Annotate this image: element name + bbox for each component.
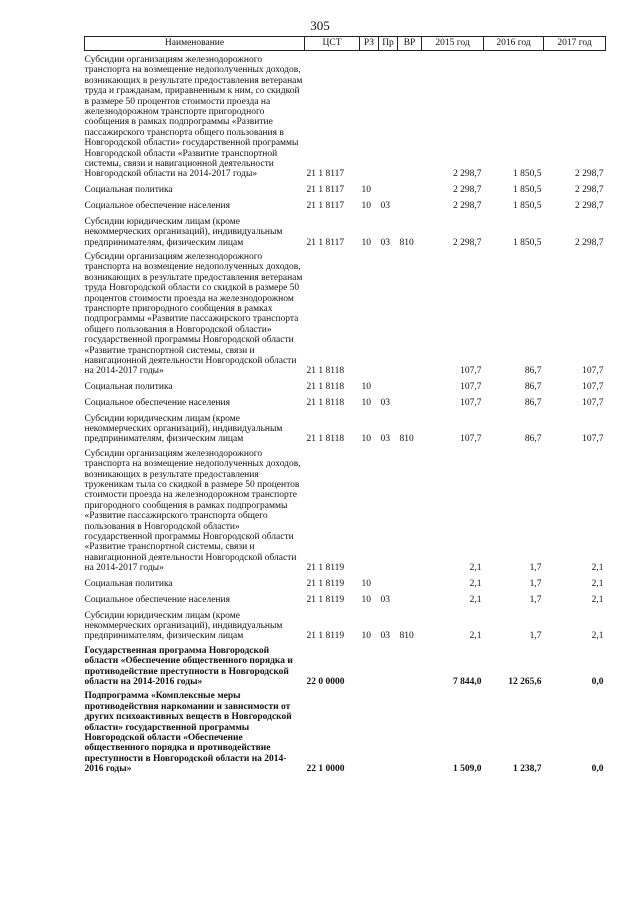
row-2015: 2 298,7 (453, 169, 482, 180)
header-rz: РЗ (360, 37, 379, 51)
row-2016: 1 850,5 (513, 237, 542, 248)
row-rz: 10 (361, 595, 371, 606)
row-pr (379, 180, 398, 196)
row-2015: 2,1 (469, 595, 482, 606)
row-cst: 22 0 0000 (306, 676, 345, 687)
row-pr (379, 642, 398, 688)
row-2015: 2,1 (469, 563, 482, 574)
row-vr: 810 (399, 434, 414, 445)
row-pr: 03 (380, 237, 390, 248)
row-vr (398, 180, 422, 196)
row-2017: 2 298,7 (575, 237, 604, 248)
row-name: Подпрограмма «Комплексные меры противодействия наркомании и зависимости от других психоактивных веществ в Новгородской области» государственной программы Новгородской области «Обеспечение общественного порядка и противодействие преступности в Новгородской области на 2014-2016 годы» (84, 691, 292, 775)
row-rz (360, 642, 379, 688)
row-pr: 03 (380, 398, 390, 409)
row-name: Социальное обеспечение населения (84, 398, 230, 409)
row-vr (398, 642, 422, 688)
row-2015: 2 298,7 (453, 237, 482, 248)
row-vr (398, 377, 422, 393)
row-2016: 1,7 (529, 563, 542, 574)
row-2016: 1 850,5 (513, 201, 542, 212)
row-name: Социальное обеспечение населения (84, 595, 230, 606)
row-cst: 21 1 8119 (306, 563, 345, 574)
row-2016: 1 850,5 (513, 184, 542, 195)
header-pr: Пр (379, 37, 398, 51)
row-2017: 107,7 (582, 381, 604, 392)
table-row (85, 590, 606, 606)
row-rz: 10 (361, 398, 371, 409)
row-rz: 10 (361, 434, 371, 445)
row-rz (360, 51, 379, 180)
row-rz: 10 (361, 237, 371, 248)
row-cst: 21 1 8117 (306, 169, 345, 180)
row-2015: 2,1 (469, 631, 482, 642)
row-vr: 810 (399, 631, 414, 642)
row-rz (360, 445, 379, 574)
row-2015: 107,7 (460, 398, 482, 409)
table-row (85, 410, 606, 445)
row-rz (360, 687, 379, 774)
row-2017: 2,1 (591, 595, 604, 606)
budget-table (84, 36, 606, 775)
header-2015: 2015 год (422, 37, 484, 51)
header-vr: ВР (398, 37, 422, 51)
row-pr (379, 51, 398, 180)
row-2015: 1 509,0 (453, 764, 482, 775)
row-rz: 10 (361, 381, 371, 392)
row-name: Социальная политика (84, 578, 173, 589)
table-header-row (85, 37, 606, 51)
row-2017: 107,7 (582, 398, 604, 409)
table-row (85, 377, 606, 393)
header-2017: 2017 год (544, 37, 606, 51)
row-2016: 1,7 (529, 578, 542, 589)
row-rz: 10 (361, 184, 371, 195)
row-pr: 03 (380, 201, 390, 212)
row-pr: 03 (380, 595, 390, 606)
row-rz: 10 (361, 578, 371, 589)
row-2016: 1 850,5 (513, 169, 542, 180)
row-cst: 21 1 8118 (306, 366, 345, 377)
row-pr (379, 574, 398, 590)
table-row (85, 51, 606, 180)
row-2017: 107,7 (582, 366, 604, 377)
row-vr (398, 687, 422, 774)
row-2017: 2,1 (591, 578, 604, 589)
row-cst: 21 1 8117 (306, 237, 345, 248)
row-2016: 86,7 (524, 366, 542, 377)
row-2015: 107,7 (460, 434, 482, 445)
row-2016: 1,7 (529, 595, 542, 606)
row-2016: 86,7 (524, 398, 542, 409)
page-number: 305 (310, 18, 330, 33)
row-name: Социальная политика (84, 381, 173, 392)
row-cst: 21 1 8118 (306, 398, 345, 409)
row-cst: 22 1 0000 (306, 764, 345, 775)
row-pr (379, 687, 398, 774)
row-2017: 0,0 (591, 676, 604, 687)
row-vr (398, 574, 422, 590)
row-cst: 21 1 8119 (306, 595, 345, 606)
row-rz: 10 (361, 631, 371, 642)
row-2015: 2 298,7 (453, 201, 482, 212)
row-name: Субсидии организациям железнодорожного транспорта на возмещение недополученных доходов, возникающих в результате предоставления ветеранам труда и гражданам, приравненным к ним, со скидкой в размере 50 процентов стоимости проезда на железнодорожном транспорте пригородного сообщения в рамках подпрограммы «Развитие пассажирского транспорта общего пользования в Новгородской области» государственной программы Новгородской области «Развитие транспортной системы, связи и навигационной деятельности Новгородской области на 2014-2017 годы» (84, 55, 303, 180)
row-2015: 107,7 (460, 366, 482, 377)
row-name: Государственная программа Новгородской области «Обеспечение общественного порядка и противодействие преступности в Новгородской области на 2014-2016 годы» (84, 645, 293, 687)
header-cst: ЦСТ (305, 37, 360, 51)
row-2017: 2 298,7 (575, 169, 604, 180)
table-row (85, 248, 606, 377)
row-2015: 2,1 (469, 578, 482, 589)
row-2017: 2,1 (591, 563, 604, 574)
table-row (85, 445, 606, 574)
row-name: Субсидии юридическим лицам (кроме некоммерческих организаций), индивидуальным предпринимателям, физическим лицам (84, 413, 283, 445)
row-name: Субсидии организациям железнодорожного транспорта на возмещение недополученных доходов, возникающих в результате предоставления труженикам тыла со скидкой в размере 50 процентов стоимости проезда на железнодорожном транспорте пригородного сообщения в рамках подпрограммы «Развитие пассажирского транспорта общего пользования в Новгородской области» государственной программы Новгородской области «Развитие транспортной системы, связи и навигационной деятельности Новгородской области на 2014-2017 годы» (84, 448, 301, 574)
table-row (85, 393, 606, 409)
row-rz: 10 (361, 201, 371, 212)
row-name: Субсидии юридическим лицам (кроме некоммерческих организаций), индивидуальным предпринимателям, физическим лицам (84, 610, 283, 642)
row-cst: 21 1 8117 (306, 184, 345, 195)
row-2015: 107,7 (460, 381, 482, 392)
table-row (85, 642, 606, 688)
row-pr: 03 (380, 631, 390, 642)
row-2016: 1 238,7 (513, 764, 542, 775)
row-pr (379, 248, 398, 377)
row-vr (398, 51, 422, 180)
row-2017: 2 298,7 (575, 201, 604, 212)
table-row (85, 607, 606, 642)
row-cst: 21 1 8118 (306, 434, 345, 445)
row-cst: 21 1 8117 (306, 201, 345, 212)
row-pr: 03 (380, 434, 390, 445)
row-2016: 86,7 (524, 381, 542, 392)
row-vr (398, 590, 422, 606)
row-2016: 1,7 (529, 631, 542, 642)
row-name: Социальная политика (84, 184, 173, 195)
table-row (85, 180, 606, 196)
row-pr (379, 445, 398, 574)
row-name: Социальное обеспечение населения (84, 201, 230, 212)
row-vr (398, 445, 422, 574)
row-cst: 21 1 8119 (306, 631, 345, 642)
row-vr (398, 248, 422, 377)
table-row (85, 574, 606, 590)
table-row (85, 196, 606, 212)
row-2017: 107,7 (582, 434, 604, 445)
row-2016: 86,7 (524, 434, 542, 445)
header-2016: 2016 год (484, 37, 544, 51)
table-row (85, 213, 606, 248)
row-pr (379, 377, 398, 393)
row-2017: 0,0 (591, 764, 604, 775)
header-name: Наименование (85, 37, 305, 51)
row-name: Субсидии юридическим лицам (кроме некоммерческих организаций), индивидуальным предпринимателям, физическим лицам (84, 216, 283, 248)
row-2017: 2 298,7 (575, 184, 604, 195)
row-cst: 21 1 8118 (306, 381, 345, 392)
row-vr (398, 196, 422, 212)
row-2016: 12 265,6 (508, 676, 542, 687)
row-vr (398, 393, 422, 409)
row-cst: 21 1 8119 (306, 578, 345, 589)
row-2015: 2 298,7 (453, 184, 482, 195)
row-rz (360, 248, 379, 377)
row-2017: 2,1 (591, 631, 604, 642)
row-name: Субсидии организациям железнодорожного транспорта на возмещение недополученных доходов, возникающих в результате предоставления ветеранам труда Новгородской области со скидкой в размере 50 процентов стоимости проезда на железнодорожном транспорте пригородного сообщения в рамках подпрограммы «Развитие пассажирского транспорта общего пользования в Новгородской области» государственной программы Новгородской области «Развитие транспортной системы, связи и навигационной деятельности Новгородской области на 2014-2017 годы» (84, 251, 303, 377)
table-row (85, 687, 606, 774)
row-vr: 810 (399, 237, 414, 248)
row-2015: 7 844,0 (453, 676, 482, 687)
